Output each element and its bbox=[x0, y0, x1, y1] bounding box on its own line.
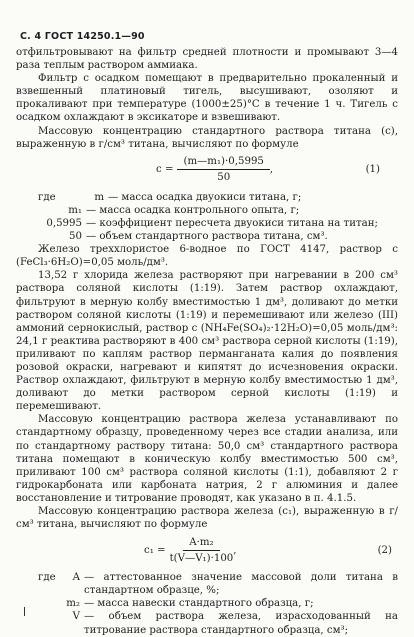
definition-text: — объем раствора железа, израсходованный на титрование раствора стандартного образца, см³; bbox=[84, 611, 398, 636]
formula-2-suffix: , bbox=[233, 544, 237, 556]
formula-1-number: (1) bbox=[365, 164, 380, 176]
formula-2-numerator: A·m₂ bbox=[183, 536, 219, 551]
paragraph-3: Массовую концентрацию стандартного раствора титана (с), выраженную в г/см³ титана, вычисляют по формуле bbox=[16, 125, 398, 150]
page-header: С. 4 ГОСТ 14250.1—90 bbox=[20, 31, 145, 42]
definition-symbol: 0,5995 bbox=[46, 217, 82, 229]
formula-1-lhs: c = bbox=[156, 164, 174, 176]
definition-symbol: m₁ bbox=[68, 204, 82, 216]
formula-2 bbox=[16, 533, 398, 567]
paragraph-1: отфильтровывают на фильтр средней плотности и промывают 3—4 раза теплым раствором аммиака. bbox=[16, 47, 398, 72]
formula-2-lhs: c₁ = bbox=[144, 544, 166, 556]
formula-1-denominator: 50 bbox=[217, 172, 231, 184]
definition-row bbox=[16, 610, 398, 636]
formula-2-fraction bbox=[169, 536, 237, 565]
where-label: где bbox=[38, 572, 56, 584]
body-text bbox=[16, 46, 398, 637]
formula-1-suffix: , bbox=[269, 164, 274, 176]
definition-symbol: 50 bbox=[69, 231, 82, 243]
definitions-2 bbox=[16, 571, 398, 636]
margin-mark bbox=[24, 607, 25, 616]
definition-symbol: V bbox=[72, 611, 80, 623]
definition-row bbox=[16, 230, 398, 243]
where-label: где bbox=[38, 191, 56, 203]
definition-text: — масса навески стандартного образца, г; bbox=[84, 598, 314, 610]
paragraph-4: Железо треххлористое 6-водное по ГОСТ 4147, раствор с (FeCl₃·6H₂O)=0,05 моль/дм³. bbox=[16, 244, 398, 269]
definition-symbol: m₂ bbox=[66, 598, 80, 610]
formula-1 bbox=[16, 153, 398, 187]
definition-text: — масса осадка двуокиси титана, г; bbox=[108, 191, 302, 203]
definition-text: — объем стандартного раствора титана, см³. bbox=[86, 231, 328, 243]
paragraph-5: 13,52 г хлорида железа растворяют при нагревании в 200 см³ раствора соляной кислоты (1:19). Затем раствор охлаждают, фильтруют в мерную колбу вместимостью 1 дм³, доливают до метки раствором соляной кислоты (1:19) и перемешивают или железо (III) аммоний сернокислый, раствор с (NH₄Fe(SO₄)₂·12H₂O)=0,05 моль/дм³: 24,1 г реактива растворяют в 400 см³ раствора серной кислоты (1:19), приливают по каплям раствор перманганата калия до появления розовой окраски, нагревают и кипятят до исчезновения окраски. Раствор охлаждают, фильтруют в мерную колбу вместимостью 1 дм³, доливают до метки раствором серной кислоты (1:19) и перемешивают. bbox=[16, 270, 398, 413]
definition-row bbox=[16, 217, 398, 230]
definition-row bbox=[16, 191, 398, 204]
definition-text: — коэффициент пересчета двуокиси титана на титан; bbox=[86, 217, 378, 229]
definition-row bbox=[16, 597, 398, 610]
definition-row bbox=[16, 204, 398, 217]
paragraph-2: Фильтр с осадком помещают в предварительно прокаленный и взвешенный платиновый тигель, высушивают, озоляют и прокаливают при температуре (1000±25)°С в течение 1 ч. Тигель с осадком охлаждают в эксикаторе и взвешивают. bbox=[16, 73, 398, 124]
definitions-1 bbox=[16, 191, 398, 243]
definition-symbol: m bbox=[94, 191, 104, 203]
formula-1-numerator: (m—m₁)·0,5995 bbox=[177, 155, 269, 170]
definition-text: — аттестованное значение массовой доли титана в стандартном образце, %; bbox=[84, 572, 398, 597]
definition-text: — масса осадка контрольного опыта, г; bbox=[86, 204, 300, 216]
paragraph-6: Массовую концентрацию раствора железа устанавливают по стандартному образцу, проведенному через все стадии анализа, или по стандартному раствору титана: 50,0 см³ стандартного раствора титана помещают в коническую колбу вместимостью 500 см³, приливают 100 см³ раствора соляной кислоты (1:1), добавляют 2 г гидрокарбоната или карбоната натрия, 2 г алюминия и далее восстановление и титрование проводят, как указано в п. 4.1.5. bbox=[16, 414, 398, 504]
definition-row bbox=[16, 571, 398, 597]
paragraph-7: Массовую концентрацию раствора железа (c₁), выраженную в г/см³ титана, вычисляют по формуле bbox=[16, 506, 398, 531]
formula-2-number: (2) bbox=[377, 544, 392, 556]
definition-symbol: A bbox=[72, 572, 80, 584]
formula-1-fraction bbox=[177, 155, 269, 184]
formula-2-denominator: t(V—V₁)·100 bbox=[169, 552, 234, 564]
